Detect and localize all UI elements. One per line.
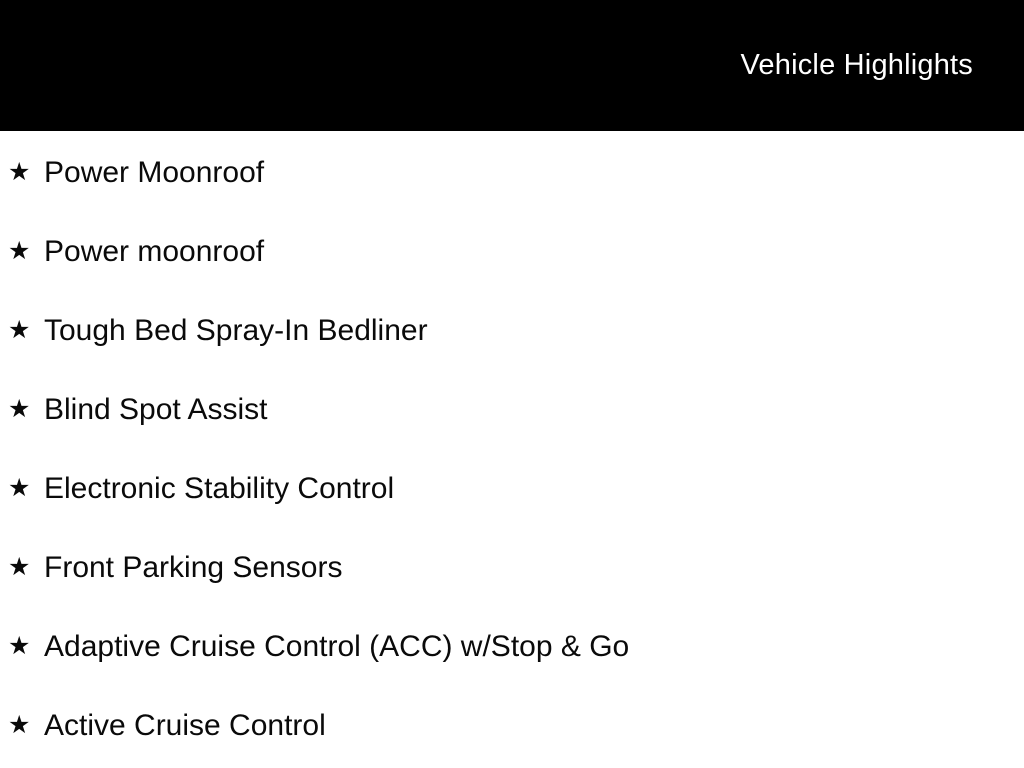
feature-label: Power Moonroof	[44, 155, 265, 189]
star-icon: ★	[8, 632, 31, 660]
vehicle-highlights-list	[0, 133, 1024, 765]
header-bar	[0, 0, 1024, 131]
star-icon: ★	[8, 395, 31, 423]
star-icon: ★	[8, 553, 31, 581]
list-item	[0, 607, 1024, 686]
feature-label: Electronic Stability Control	[44, 471, 395, 505]
feature-label: Active Cruise Control	[44, 708, 326, 742]
feature-label: Power moonroof	[44, 234, 265, 268]
feature-label: Tough Bed Spray-In Bedliner	[44, 313, 428, 347]
star-icon: ★	[8, 158, 31, 186]
list-item	[0, 291, 1024, 370]
list-item	[0, 449, 1024, 528]
feature-label: Adaptive Cruise Control (ACC) w/Stop & Go	[44, 629, 630, 663]
list-item	[0, 528, 1024, 607]
page-title: Vehicle Highlights	[740, 49, 973, 81]
star-icon: ★	[8, 474, 31, 502]
list-item	[0, 370, 1024, 449]
star-icon: ★	[8, 316, 31, 344]
star-icon: ★	[8, 237, 31, 265]
list-item	[0, 686, 1024, 765]
feature-label: Blind Spot Assist	[44, 392, 268, 426]
feature-label: Front Parking Sensors	[44, 550, 343, 584]
list-item	[0, 212, 1024, 291]
star-icon: ★	[8, 711, 31, 739]
list-item	[0, 133, 1024, 212]
